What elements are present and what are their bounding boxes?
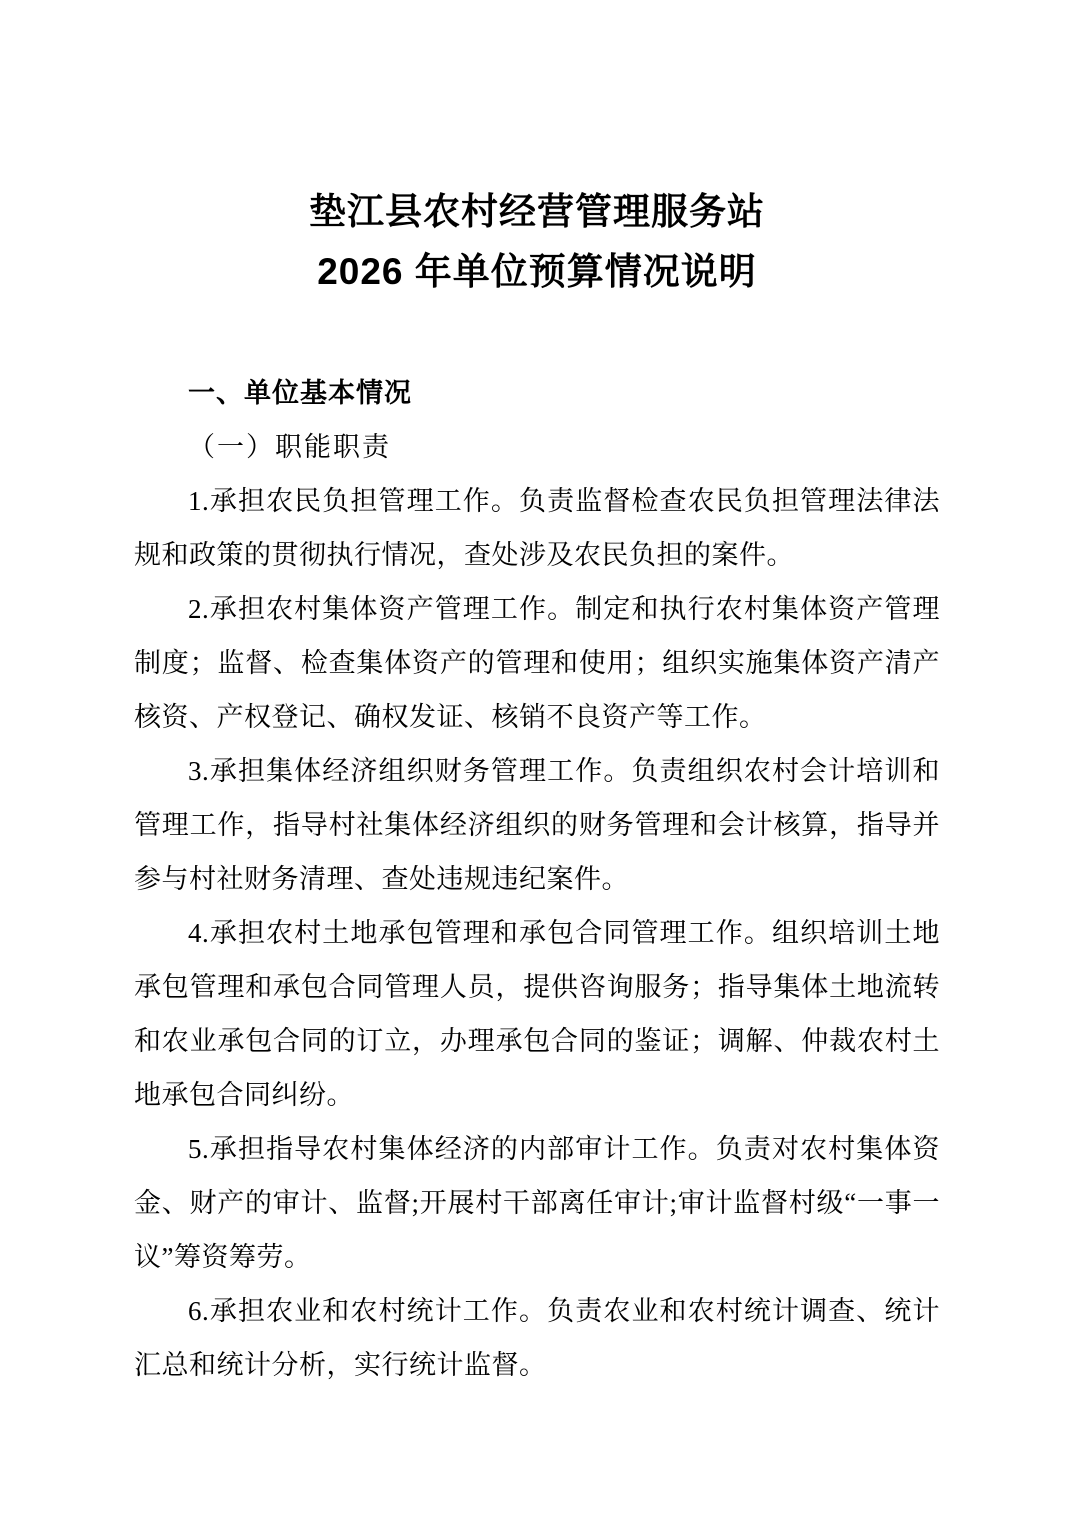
body-paragraph-5: 5.承担指导农村集体经济的内部审计工作。负责对农村集体资金、财产的审计、监督;开展村干部离任审计;审计监督村级“一事一议”筹资筹劳。 bbox=[134, 1134, 940, 1272]
body-paragraph-2: 2.承担农村集体资产管理工作。制定和执行农村集体资产管理制度；监督、检查集体资产的管理和使用；组织实施集体资产清产核资、产权登记、确权发证、核销不良资产等工作。 bbox=[134, 594, 940, 732]
document-title-line-2: 2026 年单位预算情况说明 bbox=[317, 251, 757, 292]
section-heading-basic-info: 一、单位基本情况 bbox=[188, 378, 412, 408]
document-title-line-1: 垫江县农村经营管理服务站 bbox=[309, 191, 765, 232]
body-paragraph-1: 1.承担农民负担管理工作。负责监督检查农民负担管理法律法规和政策的贯彻执行情况，查处涉及农民负担的案件。 bbox=[134, 486, 940, 570]
body-paragraph-3: 3.承担集体经济组织财务管理工作。负责组织农村会计培训和管理工作，指导村社集体经济组织的财务管理和会计核算，指导并参与村社财务清理、查处违规违纪案件。 bbox=[134, 756, 940, 894]
body-paragraph-6: 6.承担农业和农村统计工作。负责农业和农村统计调查、统计汇总和统计分析，实行统计监督。 bbox=[134, 1296, 940, 1380]
document-title bbox=[134, 182, 940, 302]
body-paragraph-4: 4.承担农村土地承包管理和承包合同管理工作。组织培训土地承包管理和承包合同管理人员，提供咨询服务；指导集体土地流转和农业承包合同的订立，办理承包合同的鉴证；调解、仲裁农村土地承包合同纠纷。 bbox=[134, 918, 940, 1110]
subsection-heading-duties: （一）职能职责 bbox=[188, 432, 391, 462]
